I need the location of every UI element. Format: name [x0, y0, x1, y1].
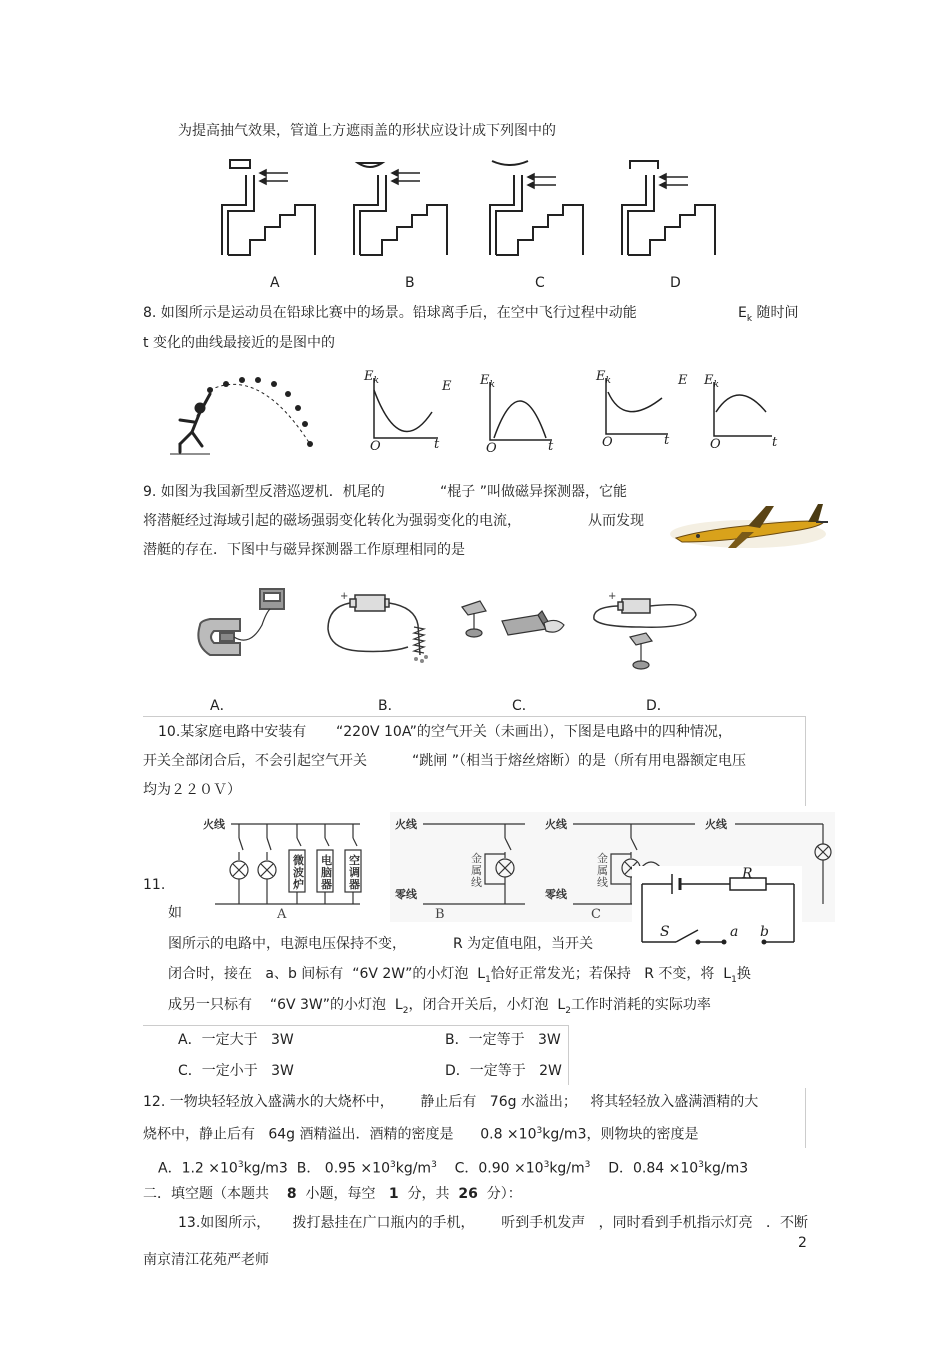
q10-d-live: 火线 [705, 818, 727, 831]
q7-stem: 为提高抽气效果，管道上方遮雨盖的形状应设计成下列图中的 [178, 123, 556, 139]
q8-graph-a-origin: O [370, 439, 381, 454]
q8-graph-a-xlabel: t [434, 437, 440, 452]
q8-graph-b-origin: O [486, 441, 497, 455]
svg-text:+: + [340, 591, 349, 602]
q11-line2: 闭合时，接在 a、b 间标有 “6V 2W”的小灯泡 $L_1$恰好正常发光；若保持 R 不变，将 $L_1$换 [168, 966, 751, 985]
q13-line1: 13.如图所示， 拨打悬挂在广口瓶内的手机， 听到手机发声 ，同时看到手机指示灯亮 ．不断 [178, 1215, 808, 1231]
q8-graph-c-xlabel: t [664, 433, 670, 448]
q10-line2a: 开关全部闭合后，不会引起空气开关 [143, 753, 367, 769]
q8-graph-c-ylabel: $E_k$ [596, 370, 611, 386]
q8-line1-end: $E_k$ 随时间 [738, 305, 799, 324]
q10-b-metal-2: 属 [471, 864, 482, 877]
svg-text:+: + [608, 591, 617, 602]
q8-graph-a-ylabel: $E_k$ [364, 370, 379, 386]
q10-c-metal-1: 金 [597, 852, 608, 865]
q9-option-d: D． [646, 698, 671, 714]
q10-app2-ch2: 脑 [321, 866, 332, 879]
q8-graphs [360, 370, 790, 455]
q9-option-b: B． [378, 698, 402, 714]
q8-graph-c-origin: O [602, 435, 613, 450]
q11-option-d: D．一定等于 2W [445, 1063, 562, 1079]
q11-option-b: B．一定等于 3W [445, 1032, 561, 1048]
q10-app1-ch2: 波 [293, 866, 304, 879]
q9-figures [190, 585, 710, 675]
page-number: 2 [798, 1235, 807, 1251]
q10-app3-ch1: 空 [349, 854, 360, 867]
q12-line2: 烧杯中，静止后有 64g 酒精溢出．酒精的密度是 $0.8 \times 10^3kg/m3$，则物块的密度是 [143, 1126, 699, 1143]
q11-option-a: A．一定大于 3W [178, 1032, 294, 1048]
q8-line2: t 变化的曲线最接近的是图中的 [143, 335, 335, 351]
q9-line3: 潜艇的存在．下图中与磁异探测器工作原理相同的是 [143, 542, 465, 558]
q12-frame-right [805, 1088, 806, 1148]
q7-option-a: A [270, 275, 280, 291]
q11-line1a: 图所示的电路中，电源电压保持不变， [168, 936, 406, 952]
q9-line1a: 9. 如图为我国新型反潜巡逻机．机尾的 [143, 484, 385, 500]
q10-app1-ch3: 炉 [293, 878, 304, 891]
q10-b-neutral: 零线 [395, 888, 417, 901]
q8-graph-c-extra: E [678, 373, 688, 388]
q8-line1: 8. 如图所示是运动员在铅球比赛中的场景。铅球离手后，在空中飞行过程中动能 [143, 305, 637, 321]
q10-line2b: “跳闸 ”（相当于熔丝熔断）的是（所有用电器额定电压 [412, 753, 746, 769]
q10-c-neutral: 零线 [545, 888, 567, 901]
q8-graph-a-extra: E [442, 379, 452, 394]
q11-circuit-a: a [730, 924, 739, 940]
q10-line1b: “220V 10A”的空气开关（未画出），下图是电路中的四种情况， [336, 724, 732, 740]
q9-line2b: 从而发现 [588, 513, 644, 529]
q11-line1b: R 为定值电阻，当开关 [453, 936, 594, 952]
section2-heading: 二．填空题（本题共 8 小题，每空 1 分，共 26 分）： [143, 1186, 522, 1202]
q10-app2-ch1: 电 [321, 854, 332, 867]
q9-option-a: A． [210, 698, 234, 714]
q10-frame-top [143, 716, 805, 717]
q8-graph-d-xlabel: t [772, 435, 778, 450]
q10-app3-ch2: 调 [349, 866, 360, 879]
q11-circuit-s: S [660, 924, 670, 940]
q8-graph-d-ylabel: $E_k$ [704, 373, 719, 390]
q7-option-d: D [670, 275, 681, 291]
q11-ru: 如 [168, 905, 182, 921]
q9-option-c: C． [512, 698, 536, 714]
q10-a-live: 火线 [203, 818, 225, 831]
q10-c-metal-2: 属 [597, 864, 608, 877]
q10-line3: 均为２２０Ｖ） [143, 782, 241, 798]
q7-option-b: B [405, 275, 415, 291]
q12-line1: 12. 一物块轻轻放入盛满水的大烧杯中， 静止后有 76g 水溢出； 将其轻轻放入盛满酒精的大 [143, 1094, 759, 1110]
q10-app1-ch1: 微 [293, 854, 304, 867]
q11-circuit-r: R [742, 866, 753, 882]
q11-num: 11. [143, 877, 166, 893]
q10-c-metal-3: 线 [597, 876, 608, 889]
q10-app2-ch3: 器 [321, 878, 332, 891]
q10-app3-ch3: 器 [349, 878, 360, 891]
q10-label-a: A [277, 907, 287, 922]
q10-label-b: B [435, 907, 445, 922]
q8-graph-b-ylabel: $E_k$ [480, 373, 495, 390]
q11-option-c: C．一定小于 3W [178, 1063, 294, 1079]
q7-figures [210, 155, 730, 265]
q10-label-c: C [591, 907, 601, 922]
q10-frame-right [805, 716, 806, 806]
q9-line1b: “棍子 ”叫做磁异探测器，它能 [440, 484, 627, 500]
q8-graph-b-xlabel: t [548, 439, 554, 454]
q8-graph-d-origin: O [710, 437, 721, 452]
q8-shotput-figure [170, 372, 330, 462]
q11-circuit [632, 866, 802, 950]
q9-line2a: 将潜艇经过海域引起的磁场强弱变化转化为强弱变化的电流， [143, 513, 521, 529]
q9-aircraft-photo [668, 492, 828, 557]
q10-c-live: 火线 [545, 818, 567, 831]
footer-author: 南京清江花苑严老师 [143, 1252, 269, 1268]
q10-b-metal-1: 金 [471, 852, 482, 865]
q12-options: A．$1.2 \times 10^3kg/m3$ B． $0.95 \times 10^3kg/m^3$ C．$0.90 \times 10^3kg/m^3$ D．$0.84 \times 10^3kg/m3$ [158, 1160, 749, 1177]
q11-line3: 成另一只标有 “6V 3W”的小灯泡 $L_2$，闭合开关后，小灯泡 $L_2$工作时消耗的实际功率 [168, 997, 711, 1016]
q11-frame-bottom [143, 1025, 568, 1026]
q11-frame-right [568, 1025, 569, 1085]
q7-option-c: C [535, 275, 545, 291]
q10-b-metal-3: 线 [471, 876, 482, 889]
q11-circuit-b: b [760, 924, 769, 940]
q10-b-live: 火线 [395, 818, 417, 831]
q10-line1a: 10.某家庭电路中安装有 [158, 724, 307, 740]
